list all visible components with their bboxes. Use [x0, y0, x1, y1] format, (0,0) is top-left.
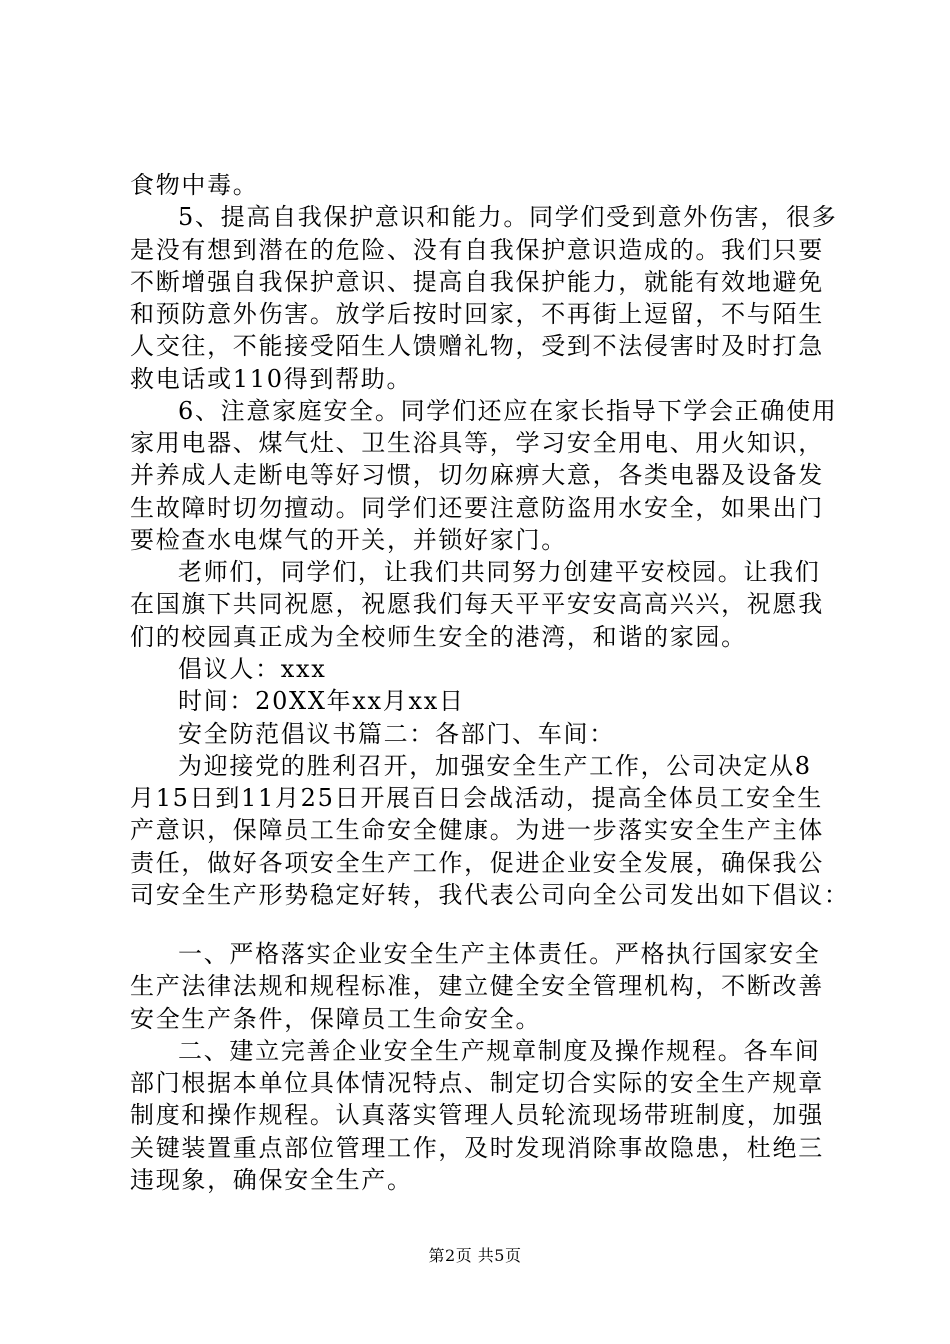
text-line: 为迎接党的胜利召开，加强安全生产工作，公司决定从8 [178, 752, 812, 780]
text-line: 关键装置重点部位管理工作，及时发现消除事故隐患，杜绝三 [130, 1134, 824, 1162]
text-line: 在国旗下共同祝愿，祝愿我们每天平平安安高高兴兴，祝愿我 [130, 590, 824, 618]
text-line: 救电话或110得到帮助。 [130, 365, 413, 393]
paragraph-6-start: 6、注意家庭安全。同学们还应在家长指导下学会正确使用 [178, 397, 838, 425]
text-line: 们的校园真正成为全校师生安全的港湾，和谐的家园。 [130, 623, 747, 651]
text-line: 责任，做好各项安全生产工作，促进企业安全发展，确保我公 [130, 849, 824, 877]
text-line: 生产法律法规和规程标准，建立健全安全管理机构，不断改善 [130, 972, 824, 1000]
text-line: 安全生产条件，保障员工生命安全。 [130, 1005, 542, 1033]
item-two-start: 二、建立完善企业安全生产规章制度及操作规程。各车间 [178, 1037, 821, 1065]
section-two-heading: 安全防范倡议书篇二：各部门、车间： [178, 720, 615, 748]
text-line: 食物中毒。 [130, 171, 259, 199]
text-line: 和预防意外伤害。放学后按时回家，不再街上逗留，不与陌生 [130, 300, 824, 328]
text-line: 要检查水电煤气的开关，并锁好家门。 [130, 526, 567, 554]
text-line: 产意识，保障员工生命安全健康。为进一步落实安全生产主体 [130, 816, 824, 844]
text-line: 月15日到11月25日开展百日会战活动，提高全体员工安全生 [130, 784, 823, 812]
text-line: 家用电器、煤气灶、卫生浴具等，学习安全用电、用火知识， [130, 429, 824, 457]
closing-paragraph-start: 老师们，同学们，让我们共同努力创建平安校园。让我们 [178, 558, 821, 586]
page-footer: 第2页 共5页 [428, 1246, 522, 1265]
proposer-line: 倡议人：xxx [178, 655, 327, 683]
item-one-start: 一、严格落实企业安全生产主体责任。严格执行国家安全 [178, 940, 821, 968]
paragraph-5-start: 5、提高自我保护意识和能力。同学们受到意外伤害，很多 [178, 203, 838, 231]
text-line: 不断增强自我保护意识、提高自我保护能力，就能有效地避免 [130, 268, 824, 296]
text-line: 是没有想到潜在的危险、没有自我保护意识造成的。我们只要 [130, 236, 824, 264]
text-line: 制度和操作规程。认真落实管理人员轮流现场带班制度，加强 [130, 1101, 824, 1129]
text-line: 生故障时切勿擅动。同学们还要注意防盗用水安全，如果出门 [130, 494, 824, 522]
text-line: 人交往，不能接受陌生人馈赠礼物，受到不法侵害时及时打急 [130, 332, 824, 360]
text-line: 部门根据本单位具体情况特点、制定切合实际的安全生产规章 [130, 1069, 824, 1097]
text-line: 违现象，确保安全生产。 [130, 1166, 413, 1194]
text-line: 并养成人走断电等好习惯，切勿麻痹大意，各类电器及设备发 [130, 461, 824, 489]
text-line: 司安全生产形势稳定好转，我代表公司向全公司发出如下倡议： [130, 881, 850, 909]
date-line: 时间：20XX年xx月xx日 [178, 687, 465, 715]
